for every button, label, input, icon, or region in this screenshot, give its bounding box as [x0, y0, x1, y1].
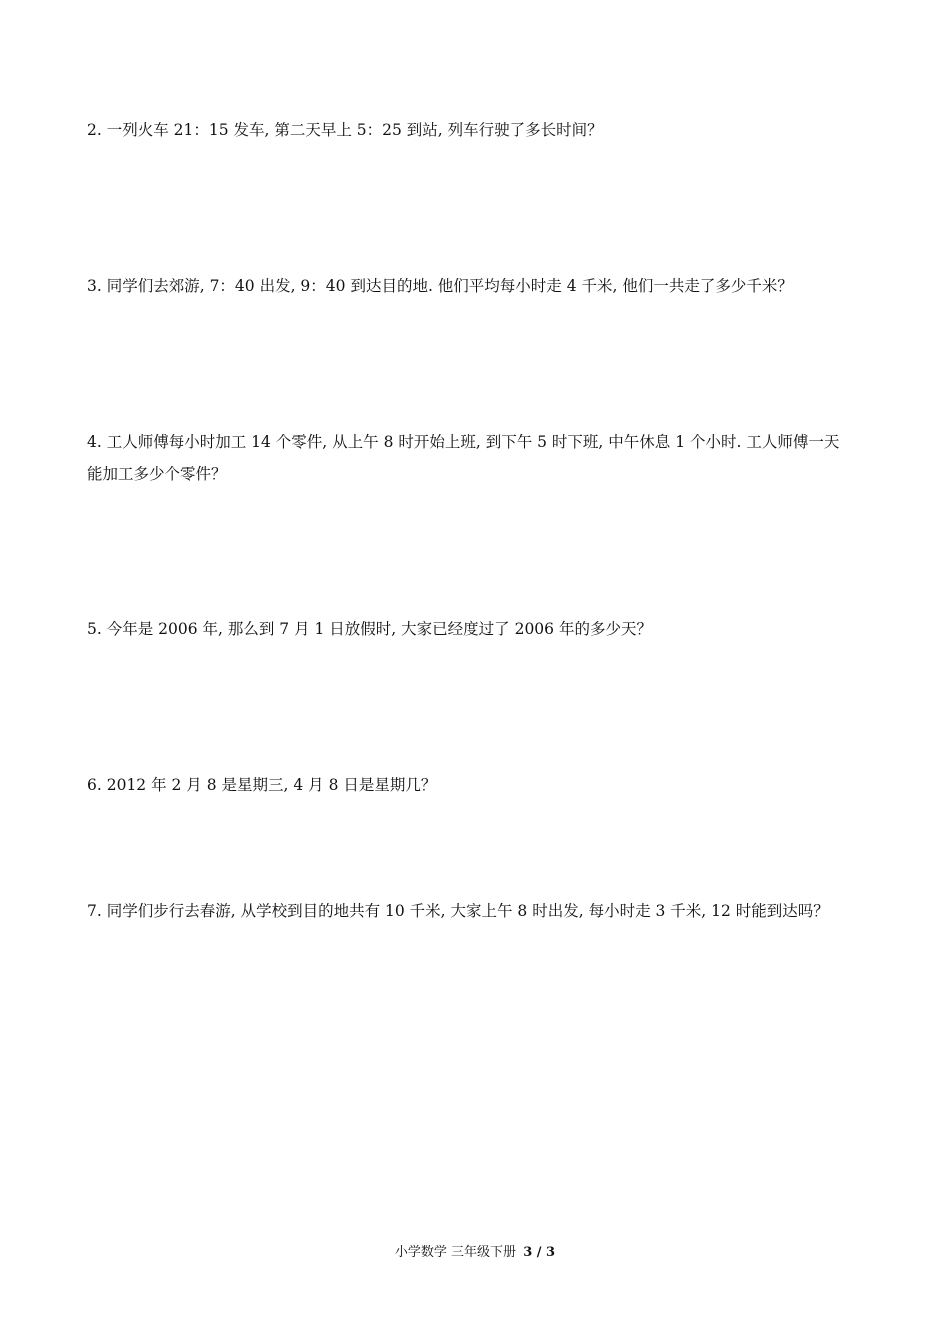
question-text: 6. 2012 年 2 月 8 是星期三, 4 月 8 日是星期几？ [87, 776, 437, 794]
question-text: 3. 同学们去郊游, 7：40 出发, 9：40 到达目的地. 他们平均每小时走 4 千米, 他们一共走了多少千米？ [87, 277, 793, 295]
question-7 [87, 895, 877, 927]
footer-label: 小学数学 三年级下册 [394, 1245, 517, 1260]
question-5 [87, 613, 877, 645]
page-footer [0, 1243, 950, 1263]
question-2 [87, 114, 877, 146]
question-text: 5. 今年是 2006 年, 那么到 7 月 1 日放假时, 大家已经度过了 2006 年的多少天？ [87, 620, 652, 638]
question-3 [87, 270, 877, 302]
question-text: 4. 工人师傅每小时加工 14 个零件, 从上午 8 时开始上班, 到下午 5 时下班, 中午休息 1 个小时. 工人师傅一天 [87, 433, 840, 451]
question-6 [87, 769, 877, 801]
question-text: 2. 一列火车 21：15 发车, 第二天早上 5：25 到站, 列车行驶了多长时间？ [87, 121, 603, 139]
question-text: 7. 同学们步行去春游, 从学校到目的地共有 10 千米, 大家上午 8 时出发, 每小时走 3 千米, 12 时能到达吗？ [87, 902, 829, 920]
question-4 [87, 426, 877, 490]
question-text-continued: 能加工多少个零件？ [87, 465, 227, 483]
page-number: 3 / 3 [523, 1245, 556, 1260]
